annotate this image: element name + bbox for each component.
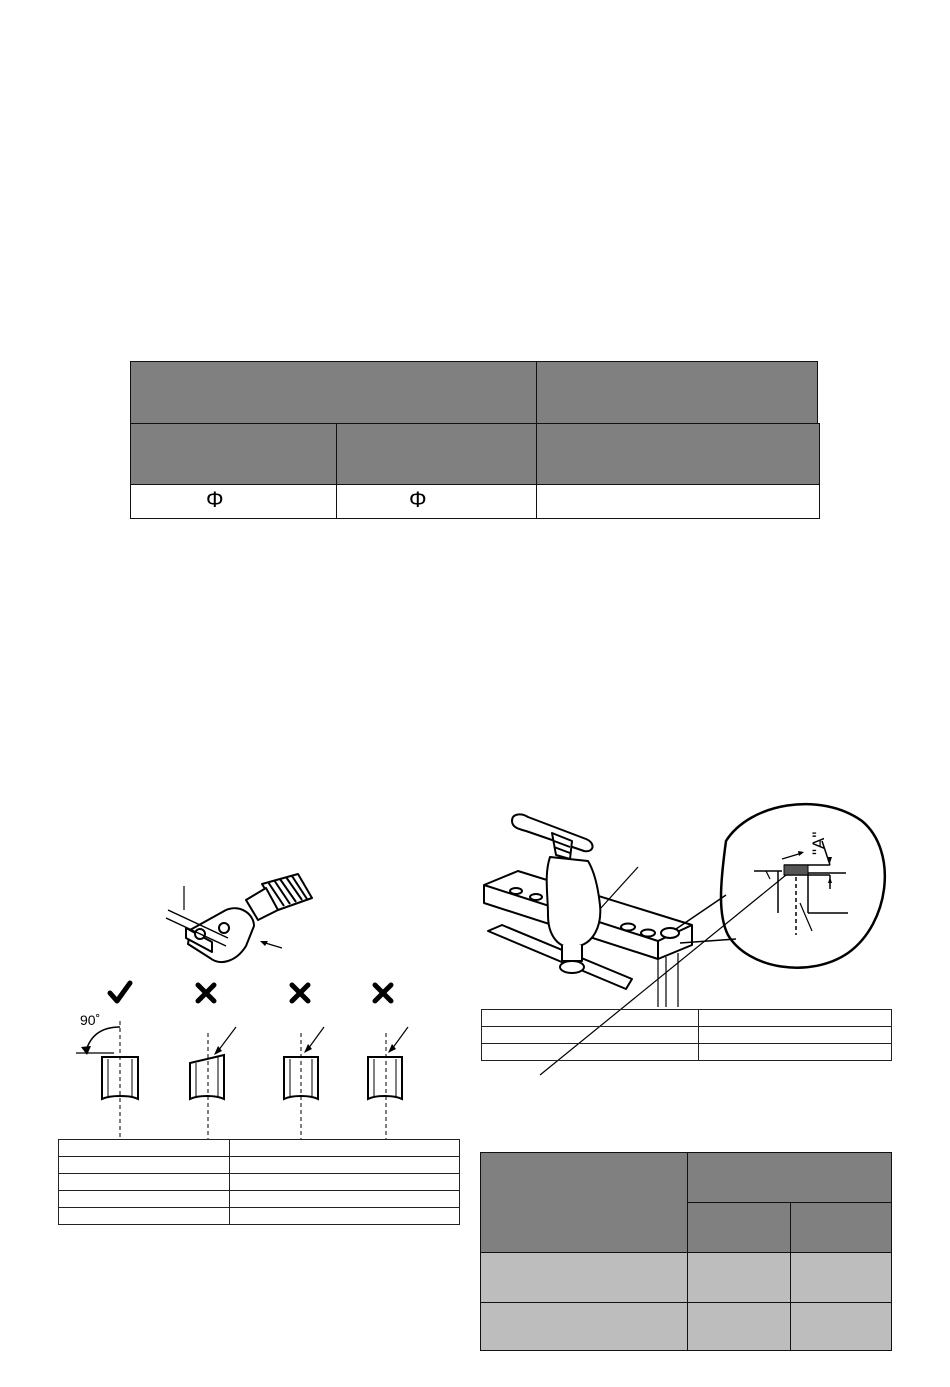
table-subheader-cell [336, 423, 537, 485]
table-cell [130, 484, 337, 519]
check-icon [110, 983, 130, 1001]
table-header-cell [130, 361, 537, 424]
flare-dimension-table [480, 1152, 892, 1351]
table-row [59, 1208, 460, 1225]
angle-label: 90˚ [80, 1012, 101, 1028]
table-cell [480, 1302, 688, 1351]
cross-icon [292, 985, 308, 1001]
cross-icon [198, 985, 214, 1001]
flare-tool-table [481, 1009, 892, 1061]
table-cell [687, 1252, 791, 1303]
table-cell [687, 1302, 791, 1351]
table-subheader-cell [536, 423, 820, 485]
cut-result-table [58, 1139, 460, 1225]
table-row [59, 1140, 460, 1157]
table-header-cell [480, 1152, 688, 1253]
table-row [59, 1191, 460, 1208]
table-subheader-cell [130, 423, 337, 485]
dimension-a-label: "A" [809, 831, 828, 855]
diameter-symbol: Φ [409, 487, 427, 512]
table-row [482, 1010, 892, 1027]
diameter-symbol: Φ [206, 487, 224, 512]
table-cell [790, 1302, 892, 1351]
table-cell [536, 484, 820, 519]
table-header-cell [687, 1152, 892, 1203]
pipe-cutter-illustration [150, 870, 320, 980]
pipe-size-table [130, 361, 820, 519]
table-subheader-cell [790, 1202, 892, 1253]
table-cell [480, 1252, 688, 1303]
table-row [482, 1044, 892, 1061]
table-subheader-cell [687, 1202, 791, 1253]
table-row [482, 1027, 892, 1044]
table-cell [336, 484, 537, 519]
table-header-cell [536, 361, 818, 424]
table-cell [790, 1252, 892, 1303]
cross-icon [375, 985, 391, 1001]
table-row [59, 1174, 460, 1191]
table-row [59, 1157, 460, 1174]
